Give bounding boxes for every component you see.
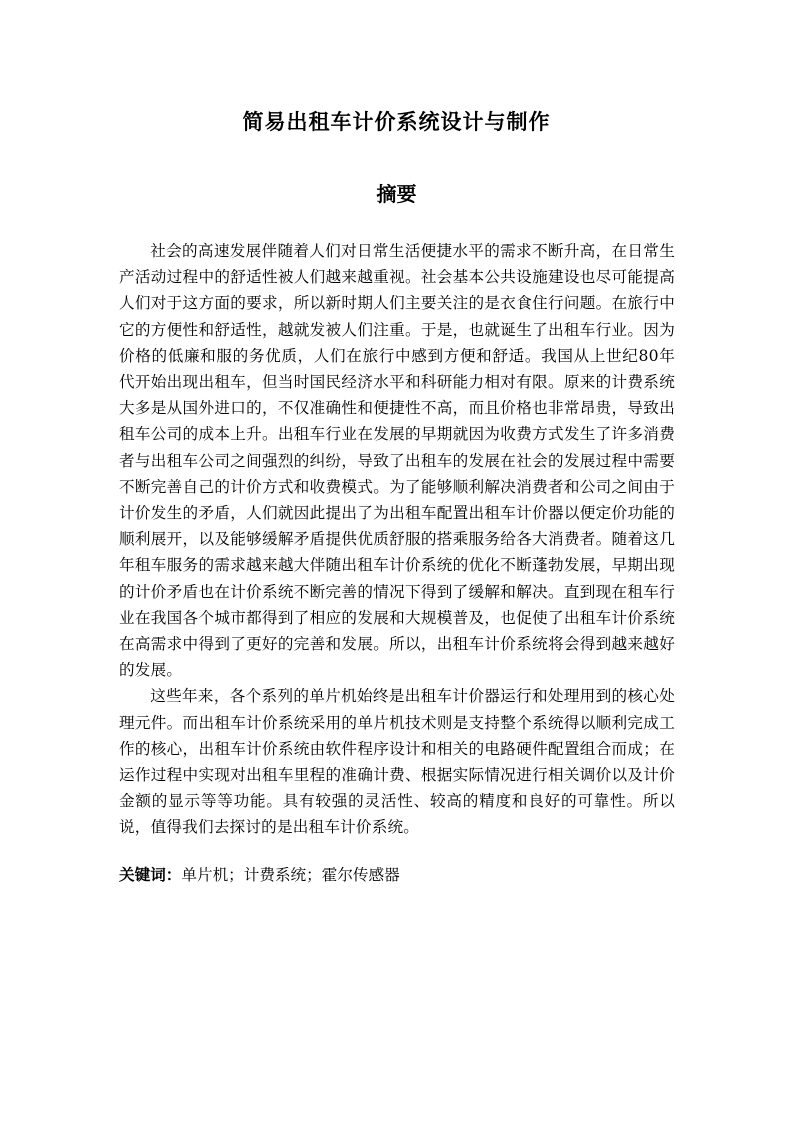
abstract-heading: 摘要 (376, 182, 417, 206)
abstract-paragraph-1: 社会的高速发展伴随着人们对日常生活便捷水平的需求不断升高，在日常生产活动过程中的舒适性被人们越来越重视。社会基本公共设施建设也尽可能提高人们对于这方面的要求，所以新时期人们主要关注的是衣食住行问题。在旅行中它的方便性和舒适性，越就发被人们注重。于是，也就诞生了出租车行业。因为价格的低廉和服的务优质，人们在旅行中感到方便和舒适。我国从上世纪80年代开始出现出租车，但当时国民经济水平和科研能力相对有限。原来的计费系统大多是从国外进口的，不仅准确性和便捷性不高，而且价格也非常昂贵，导致出租车公司的成本上升。出租车行业在发展的早期就因为收费方式发生了许多消费者与出租车公司之间强烈的纠纷，导致了出租车的发展在社会的发展过程中需要不断完善自己的计价方式和收费模式。为了能够顺利解决消费者和公司之间由于计价发生的矛盾，人们就因此提出了为出租车配置出租车计价器以便定价功能的顺利展开，以及能够缓解矛盾提供优质舒服的搭乘服务给各大消费者。随着这几年租车服务的需求越来越大伴随出租车计价系统的优化不断蓬勃发展，早期出现的计价矛盾也在计价系统不断完善的情况下得到了缓解和解决。直到现在租车行业在我国各个城市都得到了相应的发展和大规模普及，也促使了出租车计价系统在高需求中得到了更好的完善和发展。所以，出租车计价系统将会得到越来越好的发展。 (119, 242, 675, 680)
abstract-body (119, 238, 675, 841)
page-title: 简易出租车计价系统设计与制作 (242, 109, 551, 134)
abstract-paragraph-2: 这些年来，各个系列的单片机始终是出租车计价器运行和处理用到的核心处理元件。而出租车计价系统采用的单片机技术则是支持整个系统得以顺利完成工作的核心，出租车计价系统由软件程序设计和相关的电路硬件配置组合而成；在运作过程中实现对出租车里程的准确计费、根据实际情况进行相关调价以及计价金额的显示等等功能。具有较强的灵活性、较高的精度和良好的可靠性。所以说，值得我们去探讨的是出租车计价系统。 (119, 687, 675, 837)
keywords-label: 关键词： (119, 865, 182, 884)
keywords-line (119, 862, 675, 888)
keywords-value: 单片机；计费系统；霍尔传感器 (181, 866, 400, 884)
